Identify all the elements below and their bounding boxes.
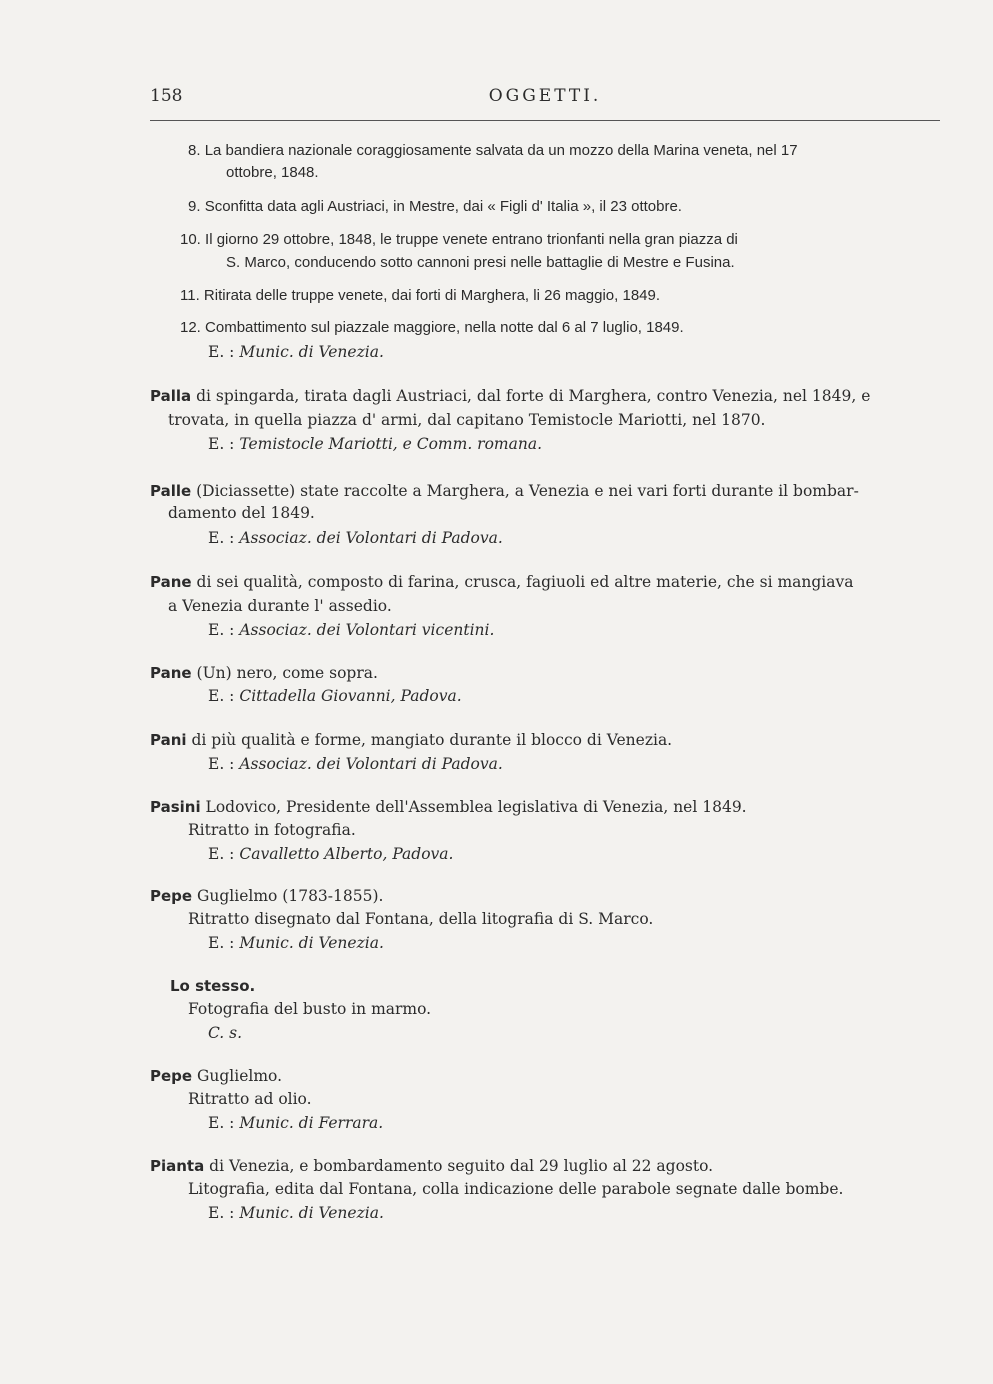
list-item-continued: ottobre, 1848. (226, 164, 319, 181)
entry-keyword: Pane (150, 664, 192, 682)
entry-line: Ritratto ad olio. (188, 1090, 312, 1108)
entry-first-line: Pane (Un) nero, come sopra. (150, 664, 378, 682)
source-line: E. : Munic. di Venezia. (208, 1204, 384, 1222)
list-item: 11. Ritirata delle truppe venete, dai forti di Marghera, li 26 maggio, 1849. (180, 287, 661, 304)
page-header (150, 86, 940, 112)
source-line: E. : Cittadella Giovanni, Padova. (208, 687, 462, 705)
entry-first-line: Palle (Diciassette) state raccolte a Marghera, a Venezia e nei vari forti durante il bombar- (150, 482, 859, 500)
list-item-continued: S. Marco, conducendo sotto cannoni presi nelle battaglie di Mestre e Fusina. (226, 254, 735, 271)
source-line: E. : Munic. di Venezia. (208, 934, 384, 952)
entry-line: trovata, in quella piazza d' armi, dal capitano Temistocle Mariotti, nel 1870. (168, 411, 766, 429)
entry-keyword: Palla (150, 387, 192, 405)
source-line: E. : Munic. di Venezia. (208, 343, 384, 361)
source-line: E. : Associaz. dei Volontari di Padova. (208, 755, 503, 773)
entry-first-line: Pepe Guglielmo. (150, 1067, 283, 1085)
entry-first-line: Pasini Lodovico, Presidente dell'Assemblea legislativa di Venezia, nel 1849. (150, 798, 747, 816)
entry-line: damento del 1849. (168, 504, 315, 522)
list-item: 9. Sconfitta data agli Austriaci, in Mestre, dai « Figli d' Italia », il 23 ottobre. (188, 198, 682, 215)
source-line: C. s. (208, 1024, 243, 1042)
entry-first-line: Pianta di Venezia, e bombardamento seguito dal 29 luglio al 22 agosto. (150, 1157, 714, 1175)
entry-keyword: Palle (150, 482, 192, 500)
entry-first-line: Palla di spingarda, tirata dagli Austriaci, dal forte di Marghera, contro Venezia, nel 1849, e (150, 387, 871, 405)
entry-keyword: Pianta (150, 1157, 205, 1175)
header-rule (150, 120, 940, 121)
source-line: E. : Temistocle Mariotti, e Comm. romana. (208, 435, 543, 453)
source-line: E. : Associaz. dei Volontari di Padova. (208, 529, 503, 547)
list-item: 8. La bandiera nazionale coraggiosamente salvata da un mozzo della Marina veneta, nel 17 (188, 142, 798, 159)
entry-line: Ritratto in fotografia. (188, 821, 356, 839)
list-item: 10. Il giorno 29 ottobre, 1848, le truppe venete entrano trionfanti nella gran piazza di (180, 231, 738, 248)
entry-keyword: Pani (150, 731, 187, 749)
entry-first-line: Pani di più qualità e forme, mangiato durante il blocco di Venezia. (150, 731, 673, 749)
source-line: E. : Munic. di Ferrara. (208, 1114, 384, 1132)
entry-keyword: Pepe (150, 1067, 193, 1085)
entry-first-line: Pane di sei qualità, composto di farina, crusca, fagiuoli ed altre materie, che si mangiava (150, 573, 854, 591)
source-line: E. : Associaz. dei Volontari vicentini. (208, 621, 495, 639)
entry-line: a Venezia durante l' assedio. (168, 597, 392, 615)
entry-line: Litografia, edita dal Fontana, colla indicazione delle parabole segnate dalle bombe. (188, 1180, 844, 1198)
entry-keyword: Lo stesso. (170, 977, 256, 995)
list-item: 12. Combattimento sul piazzale maggiore, nella notte dal 6 al 7 luglio, 1849. (180, 319, 684, 336)
source-line: E. : Cavalletto Alberto, Padova. (208, 845, 454, 863)
entry-first-line: Pepe Guglielmo (1783-1855). (150, 887, 384, 905)
entry-first-line (170, 976, 255, 996)
page-number: 158 (150, 86, 183, 106)
entry-keyword: Pasini (150, 798, 201, 816)
entry-keyword: Pane (150, 573, 192, 591)
running-title: OGGETTI. (488, 86, 602, 106)
entry-line: Ritratto disegnato dal Fontana, della litografia di S. Marco. (188, 910, 654, 928)
entry-keyword: Pepe (150, 887, 193, 905)
entry-line: Fotografia del busto in marmo. (188, 1000, 432, 1018)
